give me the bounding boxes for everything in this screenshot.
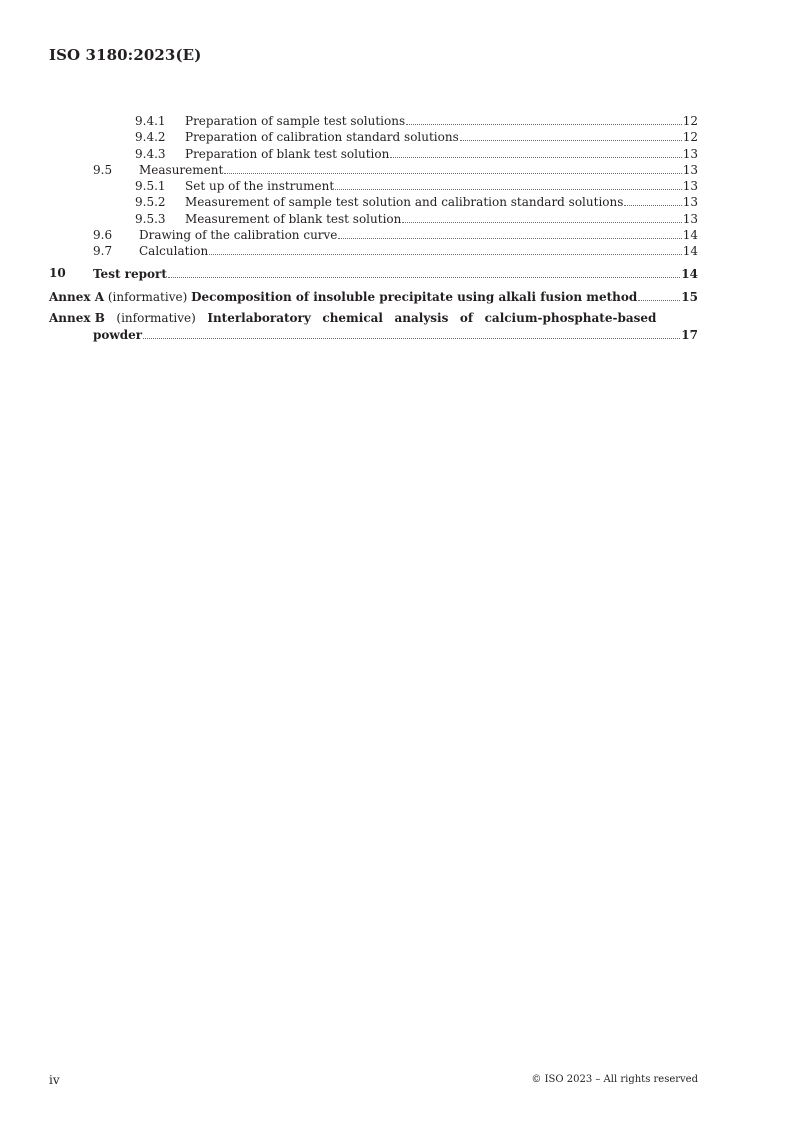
toc-entry[interactable] [49, 113, 698, 129]
annex-type: (informative) [116, 310, 196, 325]
toc-entry-page: 14 [681, 266, 698, 281]
toc-entry[interactable] [49, 162, 698, 178]
dot-leader [638, 287, 680, 301]
toc-entry-title: Set up of the instrument [185, 179, 335, 194]
toc-entry[interactable] [49, 129, 698, 145]
toc-entry-page: 14 [682, 228, 698, 243]
toc-entry-page: 15 [681, 289, 698, 304]
toc-entry-page: 13 [682, 179, 698, 194]
annex-title-word: analysis [394, 310, 449, 325]
toc-entry-number: 9.5.2 [135, 195, 166, 210]
toc-entry-title: Test report [93, 266, 167, 281]
toc-entry[interactable] [49, 194, 698, 210]
toc-entry-number: 9.7 [93, 244, 113, 259]
toc-entry-page: 13 [682, 211, 698, 226]
toc-entry-page: 13 [682, 162, 698, 177]
dot-leader [390, 146, 681, 158]
dot-leader [335, 178, 682, 190]
toc-annex-b[interactable] [49, 310, 698, 344]
annex-title-continued: powder [93, 327, 143, 342]
toc-entry-number: 9.5.3 [135, 211, 166, 226]
dot-leader [209, 243, 681, 255]
toc-entry[interactable] [49, 146, 698, 162]
annex-label: Annex B [49, 310, 105, 325]
toc-entry-title: Drawing of the calibration curve [139, 228, 338, 243]
copyright-notice: © ISO 2023 – All rights reserved [531, 1074, 698, 1085]
toc-entry-title: Calculation [139, 244, 209, 259]
toc-entry-number: 9.4.1 [135, 114, 166, 128]
toc-entry-number: 10 [49, 265, 66, 280]
toc-entry-number: 9.5 [93, 162, 113, 177]
annex-title-word: calcium-phosphate-based [484, 310, 657, 325]
annex-title-word: of [459, 310, 474, 325]
toc-entry-page: 12 [682, 130, 698, 145]
toc-entry-title: Preparation of blank test solution [185, 146, 390, 161]
toc-entry-number: 9.6 [93, 228, 113, 243]
dot-leader [460, 129, 682, 141]
toc-entry-title: Measurement of blank test solution [185, 211, 402, 226]
page-number: iv [49, 1073, 60, 1087]
toc-entry[interactable] [49, 178, 698, 194]
toc-entry-page: 13 [682, 146, 698, 161]
toc-entry-page: 17 [681, 327, 698, 342]
toc-entry-page: 14 [682, 244, 698, 259]
toc-entry[interactable] [49, 264, 698, 283]
dot-leader [143, 325, 680, 339]
annex-title: Decomposition of insoluble precipitate using alkali fusion method [191, 289, 638, 304]
toc-entry[interactable] [49, 243, 698, 259]
toc-entry-title: Measurement of sample test solution and calibration standard solutions [185, 195, 624, 210]
toc-entry-page: 12 [682, 114, 698, 128]
toc-entry-title: Preparation of calibration standard solutions [185, 130, 459, 145]
annex-title-word: chemical [322, 310, 383, 325]
toc-entry-number: 9.5.1 [135, 179, 166, 194]
toc-entry-page: 13 [682, 195, 698, 210]
dot-leader [402, 211, 681, 223]
dot-leader [168, 264, 680, 278]
table-of-contents [49, 113, 698, 344]
toc-entry[interactable] [49, 211, 698, 227]
toc-entry-number: 9.4.2 [135, 130, 166, 145]
dot-leader [624, 194, 681, 206]
dot-leader [406, 113, 682, 125]
dot-leader [224, 162, 681, 174]
toc-entry-title: Measurement [139, 162, 224, 177]
annex-title-word: Interlaboratory [207, 310, 311, 325]
toc-annex-a[interactable] [49, 287, 698, 307]
annex-label: Annex A [49, 289, 105, 304]
dot-leader [338, 227, 681, 239]
toc-entry-title: Preparation of sample test solutions [185, 114, 406, 128]
toc-entry-number: 9.4.3 [135, 146, 166, 161]
toc-entry[interactable] [49, 227, 698, 243]
document-id-header: ISO 3180:2023(E) [49, 46, 202, 64]
annex-type: (informative) [107, 289, 188, 304]
